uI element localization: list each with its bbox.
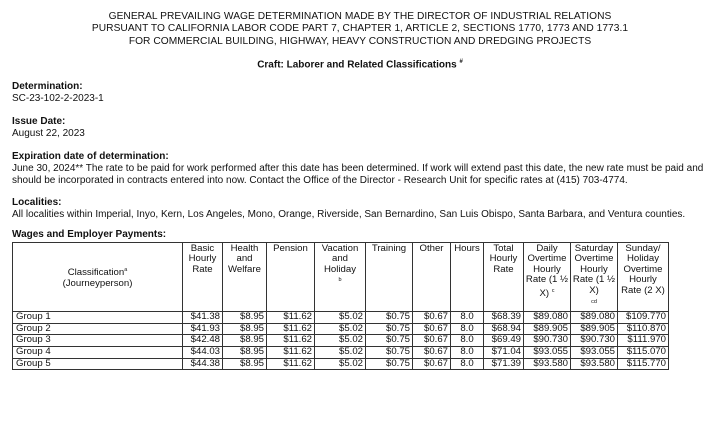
- cell-total: $71.39: [484, 358, 524, 370]
- col-basic-rate: Basic Hourly Rate: [183, 242, 223, 312]
- cell-saturday: $93.580: [571, 358, 618, 370]
- cell-pension: $11.62: [267, 312, 315, 324]
- cell-basic: $41.38: [183, 312, 223, 324]
- col-other: Other: [413, 242, 451, 312]
- col-health-welfare: Health and Welfare: [223, 242, 267, 312]
- cell-saturday: $89.905: [571, 323, 618, 335]
- cell-basic: $41.93: [183, 323, 223, 335]
- cell-total: $69.49: [484, 335, 524, 347]
- cell-training: $0.75: [366, 358, 413, 370]
- cell-health: $8.95: [223, 312, 267, 324]
- cell-health: $8.95: [223, 323, 267, 335]
- col-sunday-holiday-overtime: Sunday/ Holiday Overtime Hourly Rate (2 X): [618, 242, 669, 312]
- cell-vacation: $5.02: [315, 323, 366, 335]
- cell-sunday: $115.070: [618, 347, 669, 359]
- cell-hours: 8.0: [451, 312, 484, 324]
- craft-title: [0, 59, 720, 70]
- table-row: [13, 358, 669, 370]
- cell-other: $0.67: [413, 347, 451, 359]
- cell-daily: $89.905: [524, 323, 571, 335]
- cell-daily: $89.080: [524, 312, 571, 324]
- cell-hours: 8.0: [451, 335, 484, 347]
- document-header: [0, 0, 720, 48]
- table-row: [13, 335, 669, 347]
- col-training: Training: [366, 242, 413, 312]
- cell-saturday: $90.730: [571, 335, 618, 347]
- cell-hours: 8.0: [451, 347, 484, 359]
- determination-label: Determination:: [12, 80, 83, 92]
- col-hours: Hours: [451, 242, 484, 312]
- localities-section: [12, 197, 708, 221]
- cell-training: $0.75: [366, 323, 413, 335]
- cell-training: $0.75: [366, 312, 413, 324]
- table-row: [13, 323, 669, 335]
- table-row: [13, 312, 669, 324]
- localities-value: All localities within Imperial, Inyo, Kern, Los Angeles, Mono, Orange, Riverside, San Bernardino, San Luis Obispo, Santa Barbara, and Ventura counties.: [12, 208, 686, 220]
- cell-sunday: $111.970: [618, 335, 669, 347]
- wage-table-header: [13, 242, 669, 312]
- col-pension: Pension: [267, 242, 315, 312]
- cell-vacation: $5.02: [315, 312, 366, 324]
- cell-training: $0.75: [366, 347, 413, 359]
- cell-group: Group 3: [13, 335, 183, 347]
- cell-pension: $11.62: [267, 335, 315, 347]
- cell-hours: 8.0: [451, 323, 484, 335]
- cell-health: $8.95: [223, 347, 267, 359]
- cell-pension: $11.62: [267, 347, 315, 359]
- cell-total: $68.39: [484, 312, 524, 324]
- cell-group: Group 1: [13, 312, 183, 324]
- cell-total: $68.94: [484, 323, 524, 335]
- cell-basic: $44.38: [183, 358, 223, 370]
- cell-group: Group 4: [13, 347, 183, 359]
- header-line-2: PURSUANT TO CALIFORNIA LABOR CODE PART 7, CHAPTER 1, ARTICLE 2, SECTIONS 1770, 1773 AND 1773.1: [91, 23, 629, 35]
- determination-value: SC-23-102-2-2023-1: [12, 92, 104, 104]
- cell-daily: $93.055: [524, 347, 571, 359]
- cell-basic: $44.03: [183, 347, 223, 359]
- wage-table-body: [13, 312, 669, 370]
- craft-text: Craft: Laborer and Related Classifications: [257, 59, 457, 71]
- header-line-1: GENERAL PREVAILING WAGE DETERMINATION MADE BY THE DIRECTOR OF INDUSTRIAL RELATIONS: [108, 11, 612, 22]
- issue-date-value: August 22, 2023: [12, 127, 85, 139]
- wage-table: [12, 242, 669, 371]
- cell-group: Group 2: [13, 323, 183, 335]
- cell-daily: $90.730: [524, 335, 571, 347]
- cell-other: $0.67: [413, 358, 451, 370]
- cell-basic: $42.48: [183, 335, 223, 347]
- determination-section: [12, 81, 708, 105]
- wages-label: Wages and Employer Payments:: [12, 228, 167, 240]
- cell-hours: 8.0: [451, 358, 484, 370]
- cell-vacation: $5.02: [315, 358, 366, 370]
- col-daily-overtime: Daily Overtime Hourly Rate (1 ½ X) $^c$: [524, 242, 571, 312]
- cell-total: $71.04: [484, 347, 524, 359]
- col-total-rate: Total Hourly Rate: [484, 242, 524, 312]
- cell-pension: $11.62: [267, 358, 315, 370]
- cell-daily: $93.580: [524, 358, 571, 370]
- cell-vacation: $5.02: [315, 335, 366, 347]
- cell-training: $0.75: [366, 335, 413, 347]
- cell-health: $8.95: [223, 358, 267, 370]
- localities-label: Localities:: [12, 196, 62, 208]
- cell-other: $0.67: [413, 335, 451, 347]
- expiration-value: June 30, 2024** The rate to be paid for work performed after this date has been determined. If work will extend past this date, the new rate must be paid and should be incorporated in contracts entered into now. Contact the Office of the Director - Research Unit for specific rates at (415) 703-4774.: [12, 162, 704, 186]
- expiration-label: Expiration date of determination:: [12, 150, 169, 162]
- cell-vacation: $5.02: [315, 347, 366, 359]
- expiration-section: [12, 151, 708, 187]
- issue-date-label: Issue Date:: [12, 115, 66, 127]
- craft-marker: #: [459, 59, 463, 66]
- table-row: [13, 347, 669, 359]
- header-line-3: FOR COMMERCIAL BUILDING, HIGHWAY, HEAVY CONSTRUCTION AND DREDGING PROJECTS: [128, 35, 592, 47]
- issue-date-section: [12, 116, 708, 140]
- col-saturday-overtime: Saturday Overtime Hourly Rate (1 ½ X) $^{cd}$: [571, 242, 618, 312]
- cell-saturday: $89.080: [571, 312, 618, 324]
- wages-section: [12, 229, 708, 241]
- cell-sunday: $110.870: [618, 323, 669, 335]
- cell-saturday: $93.055: [571, 347, 618, 359]
- cell-sunday: $109.770: [618, 312, 669, 324]
- cell-pension: $11.62: [267, 323, 315, 335]
- cell-group: Group 5: [13, 358, 183, 370]
- cell-health: $8.95: [223, 335, 267, 347]
- cell-other: $0.67: [413, 312, 451, 324]
- cell-sunday: $115.770: [618, 358, 669, 370]
- cell-other: $0.67: [413, 323, 451, 335]
- col-classification: Classification$^a$ (Journeyperson): [13, 242, 183, 312]
- col-vacation-holiday: Vacation and Holiday $^b$: [315, 242, 366, 312]
